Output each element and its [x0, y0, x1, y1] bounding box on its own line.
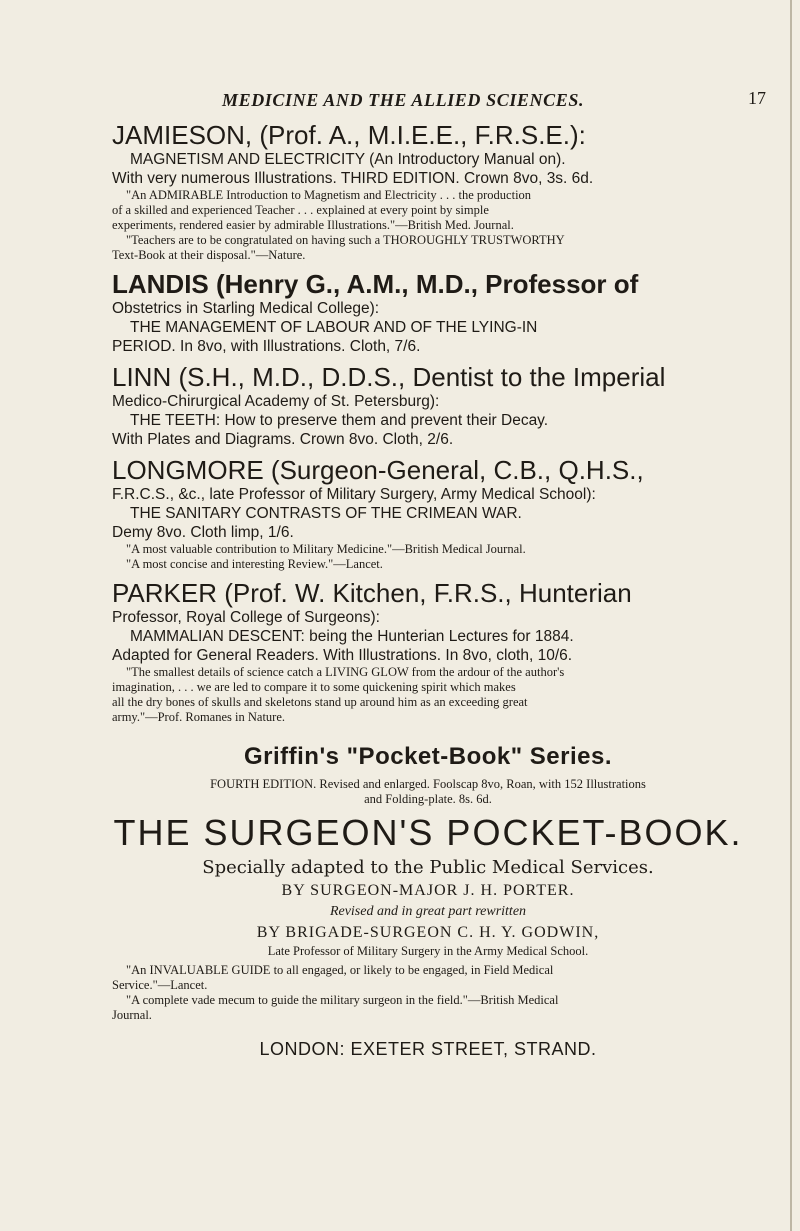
running-head: MEDICINE AND THE ALLIED SCIENCES.	[222, 90, 585, 110]
author-line: BY SURGEON-MAJOR J. H. PORTER.	[281, 882, 575, 899]
entry-details: Adapted for General Readers. With Illustrations. In 8vo, cloth, 10/6.	[112, 647, 573, 664]
book-subtitle: Specially adapted to the Public Medical Services.	[202, 857, 654, 878]
series-heading: Griffin's "Pocket-Book" Series.	[243, 743, 613, 770]
review-quote: imagination, . . . we are led to compare it to some quickening spirit which makes	[112, 680, 516, 694]
review-quote: army."—Prof. Romanes in Nature.	[112, 710, 286, 724]
review-quote: Journal.	[112, 1008, 152, 1022]
entry-longmore	[112, 455, 744, 572]
entry-title: THE TEETH: How to preserve them and prevent their Decay.	[130, 412, 549, 429]
edition-line: and Folding-plate. 8s. 6d.	[364, 792, 492, 806]
page-number: 17	[748, 88, 766, 108]
catalogue-content	[112, 120, 744, 1060]
author-line: BY BRIGADE-SURGEON C. H. Y. GODWIN,	[256, 924, 600, 941]
entry-heading: PARKER (Prof. W. Kitchen, F.R.S., Hunterian	[112, 578, 632, 608]
entry-affiliation: Professor, Royal College of Surgeons):	[112, 609, 380, 626]
entry-heading: JAMIESON, (Prof. A., M.I.E.E., F.R.S.E.):	[112, 120, 586, 150]
griffin-series	[112, 743, 744, 1023]
entry-landis	[112, 269, 744, 356]
entry-affiliation: Obstetrics in Starling Medical College):	[112, 300, 380, 317]
entry-details: Demy 8vo. Cloth limp, 1/6.	[112, 524, 294, 541]
entry-details: With very numerous Illustrations. THIRD EDITION. Crown 8vo, 3s. 6d.	[112, 170, 594, 187]
entry-affiliation: F.R.C.S., &c., late Professor of Military Surgery, Army Medical School):	[112, 486, 596, 503]
entry-title: MAMMALIAN DESCENT: being the Hunterian Lectures for 1884.	[130, 628, 574, 645]
review-quote: "An ADMIRABLE Introduction to Magnetism and Electricity . . . the production	[126, 188, 532, 202]
entry-heading: LANDIS (Henry G., A.M., M.D., Professor of	[112, 269, 639, 299]
entry-heading: LINN (S.H., M.D., D.D.S., Dentist to the Imperial	[112, 362, 666, 392]
book-title: THE SURGEON'S POCKET-BOOK.	[113, 812, 743, 853]
entry-details: PERIOD. In 8vo, with Illustrations. Cloth, 7/6.	[112, 338, 421, 355]
entry-title: THE MANAGEMENT OF LABOUR AND OF THE LYING-IN	[130, 319, 538, 336]
review-quote: "A most concise and interesting Review."—Lancet.	[126, 557, 383, 571]
review-quote: "Teachers are to be congratulated on having such a THOROUGHLY TRUSTWORTHY	[126, 233, 565, 247]
revision-note: Revised and in great part rewritten	[329, 904, 527, 919]
review-quote: all the dry bones of skulls and skeletons stand up around him as an exceeding great	[112, 695, 528, 709]
page-edge	[790, 0, 792, 1231]
entry-parker	[112, 578, 744, 725]
review-quote: experiments, rendered easier by admirable Illustrations."—British Med. Journal.	[112, 218, 514, 232]
author-affiliation: Late Professor of Military Surgery in the Army Medical School.	[267, 944, 589, 958]
review-quote: "The smallest details of science catch a LIVING GLOW from the ardour of the author's	[126, 665, 565, 679]
entry-title: THE SANITARY CONTRASTS OF THE CRIMEAN WAR.	[130, 505, 522, 522]
publisher-imprint: LONDON: EXETER STREET, STRAND.	[259, 1039, 597, 1059]
review-quote: Text-Book at their disposal."—Nature.	[112, 248, 306, 262]
entry-details: With Plates and Diagrams. Crown 8vo. Cloth, 2/6.	[112, 431, 454, 448]
entry-affiliation: Medico-Chirurgical Academy of St. Petersburg):	[112, 393, 440, 410]
entry-jamieson	[112, 120, 744, 263]
entry-heading: LONGMORE (Surgeon-General, C.B., Q.H.S.,	[112, 455, 644, 485]
entry-linn	[112, 362, 744, 449]
review-quote: of a skilled and experienced Teacher . . . explained at every point by simple	[112, 203, 489, 217]
review-quote: "A complete vade mecum to guide the military surgeon in the field."—British Medical	[126, 993, 559, 1007]
edition-line: FOURTH EDITION. Revised and enlarged. Foolscap 8vo, Roan, with 152 Illustrations	[210, 777, 646, 791]
review-quote: "A most valuable contribution to Military Medicine."—British Medical Journal.	[126, 542, 526, 556]
entry-title: MAGNETISM AND ELECTRICITY (An Introductory Manual on).	[130, 151, 566, 168]
review-quote: "An INVALUABLE GUIDE to all engaged, or likely to be engaged, in Field Medical	[126, 963, 554, 977]
review-quote: Service."—Lancet.	[112, 978, 208, 992]
